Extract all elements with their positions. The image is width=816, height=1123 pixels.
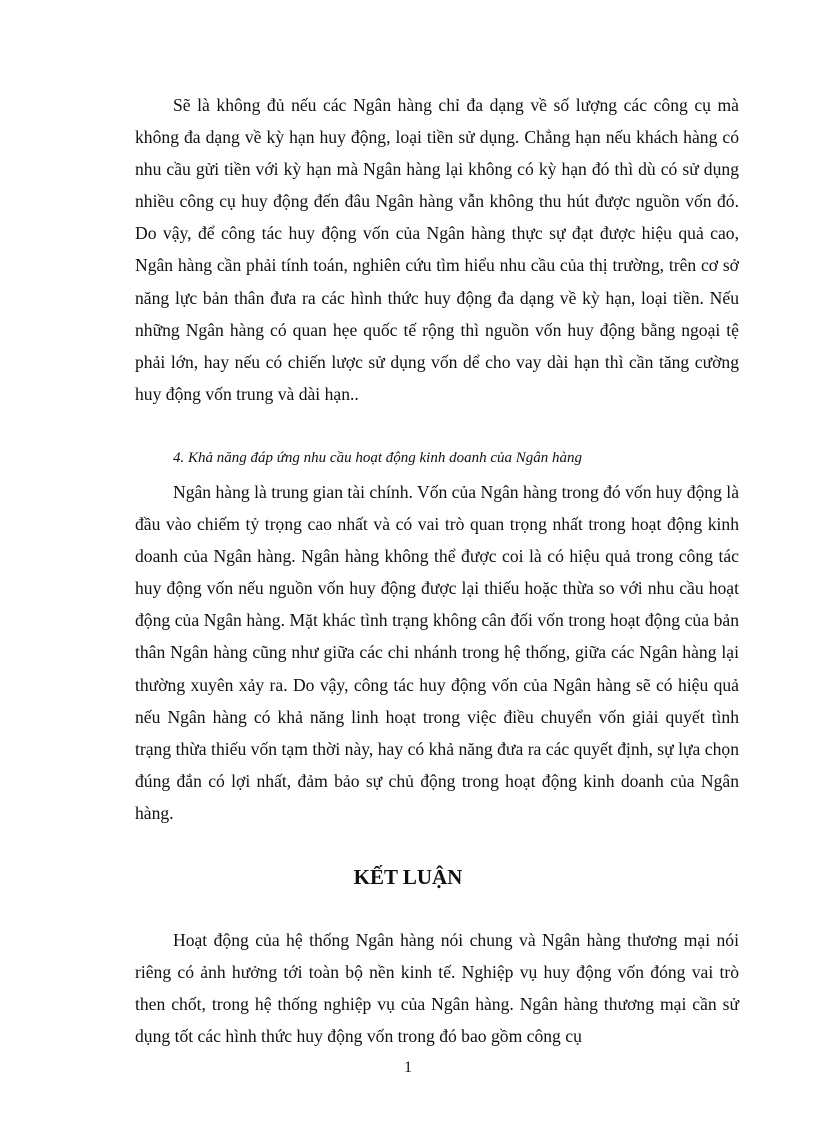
paragraph-conclusion: Hoạt động của hệ thống Ngân hàng nói chung và Ngân hàng thương mại nói riêng có ảnh hưởng tới toàn bộ nền kinh tế. Nghiệp vụ huy động vốn đóng vai trò then chốt, trong hệ thống nghiệp vụ của Ngân hàng. Ngân hàng thương mại cần sử dụng tốt các hình thức huy động vốn trong đó bao gồm công cụ xyxy=(135,930,739,1047)
body-block-2 xyxy=(135,476,739,829)
body-block-1 xyxy=(135,89,739,410)
section-title-conclusion: KẾT LUẬN xyxy=(353,865,463,889)
body-block-3 xyxy=(135,924,739,1052)
paragraph-financial-intermediary: Ngân hàng là trung gian tài chính. Vốn của Ngân hàng trong đó vốn huy động là đầu vào chiếm tỷ trọng cao nhất và có vai trò quan trọng nhất trong hoạt động kinh doanh của Ngân hàng. Ngân hàng không thể được coi là có hiệu quả trong công tác huy động vốn nếu nguồn vốn huy động được lại thiếu hoặc thừa so với nhu cầu hoạt động của Ngân hàng. Mặt khác tình trạng không cân đối vốn trong hoạt động của bản thân Ngân hàng cũng như giữa các chi nhánh trong hệ thống, giữa các Ngân hàng lại thường xuyên xảy ra. Do vậy, công tác huy động vốn của Ngân hàng sẽ có hiệu quả nếu Ngân hàng có khả năng linh hoạt trong việc điều chuyển vốn giải quyết tình trạng thừa thiếu vốn tạm thời này, hay có khả năng đưa ra các quyết định, sự lựa chọn đúng đắn có lợi nhất, đảm bảo sự chủ động trong hoạt động kinh doanh của Ngân hàng. xyxy=(135,482,739,823)
subheading-capacity: 4. Khả năng đáp ứng nhu cầu hoạt động kinh doanh của Ngân hàng xyxy=(173,450,582,466)
paragraph-diversity: Sẽ là không đủ nếu các Ngân hàng chỉ đa dạng về số lượng các công cụ mà không đa dạng về kỳ hạn huy động, loại tiền sử dụng. Chẳng hạn nếu khách hàng có nhu cầu gửi tiền với kỳ hạn mà Ngân hàng lại không có kỳ hạn đó thì dù có sử dụng nhiều công cụ huy động đến đâu Ngân hàng vẫn không thu hút được nguồn vốn đó. Do vậy, để công tác huy động vốn của Ngân hàng thực sự đạt được hiệu quả cao, Ngân hàng cần phải tính toán, nghiên cứu tìm hiểu nhu cầu của thị trường, trên cơ sở năng lực bản thân đưa ra các hình thức huy động đa dạng về kỳ hạn, loại tiền. Nếu những Ngân hàng có quan hẹe quốc tế rộng thì nguồn vốn huy động bằng ngoại tệ phải lớn, hay nếu có chiến lược sử dụng vốn dể cho vay dài hạn thì cần tăng cường huy động vốn trung và dài hạn.. xyxy=(135,95,739,404)
page-number: 1 xyxy=(404,1059,412,1076)
